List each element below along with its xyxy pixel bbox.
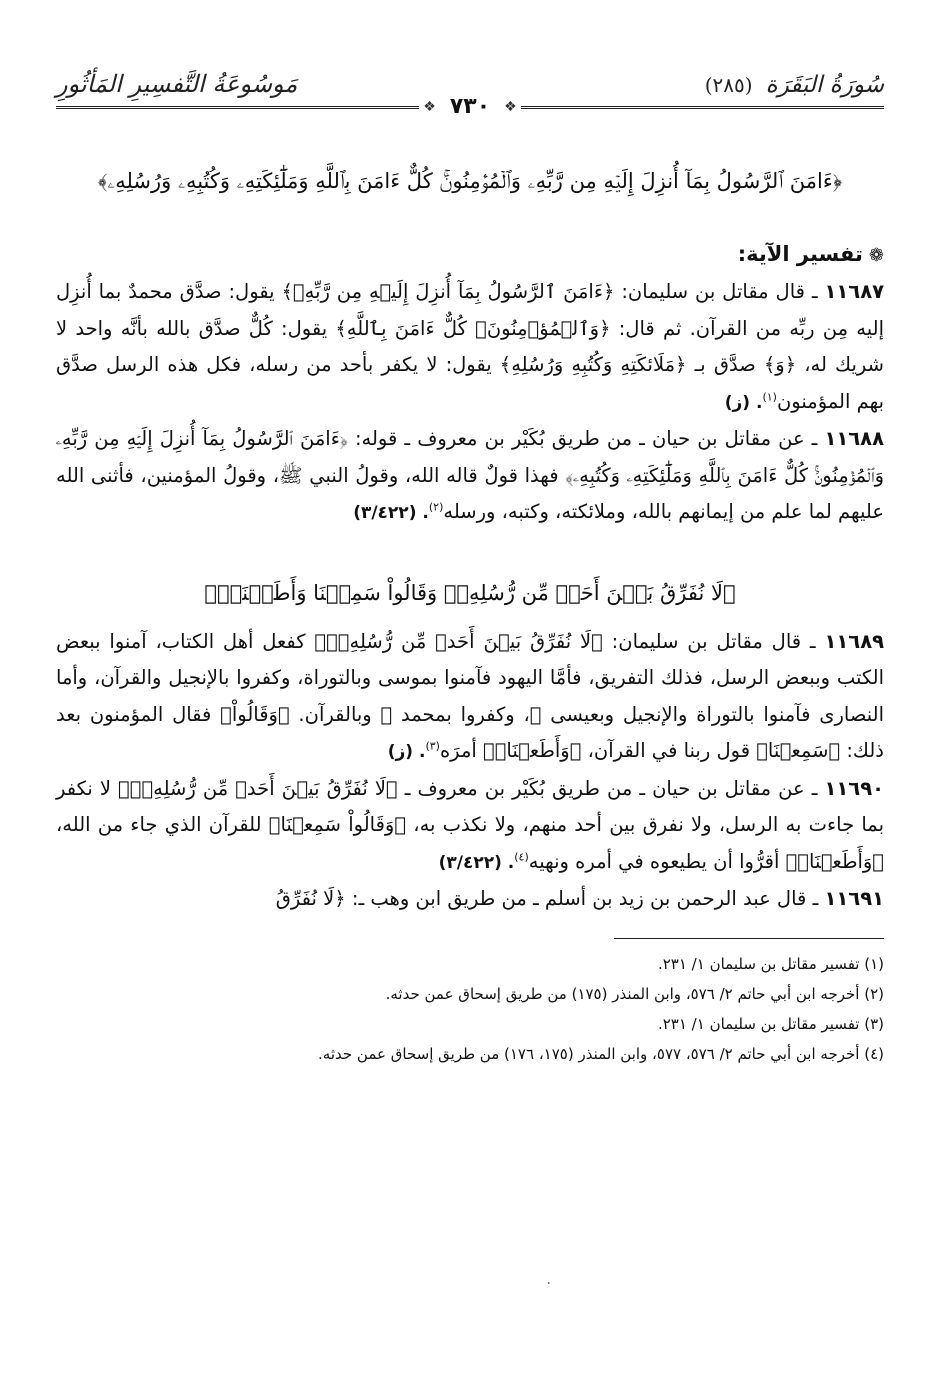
- footnote-marker[interactable]: (٢): [428, 500, 444, 514]
- surah-header: [705, 72, 884, 98]
- footnote-marker[interactable]: (١): [762, 390, 777, 403]
- commentary-entry: [56, 274, 884, 421]
- source-reference: . (ز): [724, 392, 763, 413]
- footnote: (١) تفسير مقاتل بن سليمان ١/ ٢٣١.: [657, 954, 884, 973]
- entry-text: ـ عن مقاتل بن حيان ـ من طريق بُكَيْر بن معروف ـ قوله: ﴿ءَامَنَ ٱلرَّسُولُ بِمَآ أُنزِلَ إِلَيۡهِ مِن رَّبِّهِۦ وَٱلۡمُؤۡمِنُونَۚ كُلٌّ ءَامَنَ بِٱللَّهِ وَمَلَٰٓئِكَتِهِۦ وَكُتُبِهِۦ﴾ فهذا قولٌ قاله الله، وقولُ النبي ﷺ، وقولُ المؤمنين، فأثنى الله عليهم لما علم من إيمانهم بالله، وملائكته، وكتبه، ورسله: [56, 427, 884, 523]
- entry-text: ـ عن مقاتل بن حيان ـ من طريق بُكَيْر بن معروف ـ ﴿لَا نُفَرِّقُ بَيۡنَ أَحَدٖ مِّن رُّسُلِهِۦۚ﴾ لا نكفر بما جاءت به الرسل، ولا نفرق بين أحد منهم، ولا نكذب به، ﴿وَقَالُواْ سَمِعۡنَا﴾ للقرآن الذي جاء من الله، ﴿وَأَطَعۡنَاۖ﴾ أقرُّوا أن يطيعوه في أمره ونهيه: [56, 776, 884, 873]
- stray-mark: ٠: [545, 1275, 553, 1291]
- footnotes: [56, 949, 884, 1069]
- entry-text: ـ قال مقاتل بن سليمان: ﴿لَا نُفَرِّقُ بَيۡنَ أَحَدٖ مِّن رُّسُلِهِۦۚ﴾ كفعل أهل الكتاب، آمنوا ببعض الكتب وببعض الرسل، فذلك التفريق، فأمَّا اليهود فآمنوا بموسى وبالتوراة، وكفروا بالإنجيل والقرآن، وأما النصارى فآمنوا بالتوراة والإنجيل وبعيسى ﷺ، وكفروا بمحمد ﷺ وبالقرآن. ﴿وَقَالُواْ﴾ فقال المؤمنون بعد ذلك: ﴿سَمِعۡنَا﴾ قول ربنا في القرآن، ﴿وَأَطَعۡنَاۖ﴾ أمرَه: [56, 629, 884, 762]
- footnote: (٢) أخرجه ابن أبي حاتم ٢/ ٥٧٦، وابن المنذر (١٧٥) من طريق إسحاق عمن حدثه.: [385, 984, 884, 1003]
- commentary-entry: [56, 421, 884, 532]
- source-reference: . (٣/٤٢٢): [353, 503, 429, 523]
- book-title: مَوسُوعَةُ التَّفسِيرِ المَأثُورِ: [56, 70, 298, 98]
- running-header: [56, 58, 884, 98]
- footnote-divider: [614, 938, 884, 939]
- footnote: (٣) تفسير مقاتل بن سليمان ١/ ٢٣١.: [657, 1014, 884, 1033]
- footnote: (٤) أخرجه ابن أبي حاتم ٢/ ٥٧٦، ٥٧٧، وابن المنذر (١٧٥، ١٧٦) من طريق إسحاق عمن حدثه.: [318, 1044, 884, 1063]
- ornament-icon: ❖: [504, 99, 517, 115]
- verse-number: (٢٨٥): [704, 73, 753, 97]
- header-rule-line: [521, 106, 884, 109]
- book-page: [56, 58, 884, 1368]
- flower-ornament-icon: ❁: [868, 245, 884, 266]
- commentary-entry: [56, 771, 884, 882]
- quran-verse: ﴿ءَامَنَ ٱلرَّسُولُ بِمَآ أُنزِلَ إِلَيۡهِ مِن رَّبِّهِۦ وَٱلۡمُؤۡمِنُونَۚ كُلٌّ ءَامَنَ بِٱللَّهِ وَمَلَٰٓئِكَتِهِۦ وَكُتُبِهِۦ وَرُسُلِهِۦ﴾: [97, 169, 843, 193]
- header-rule-line: [56, 106, 419, 109]
- entry-number: ١١٦٨٧: [824, 280, 884, 303]
- section-heading-text: تفسير الآية:: [737, 242, 863, 266]
- header-rule: [56, 94, 884, 119]
- source-reference: . (ز): [387, 742, 426, 762]
- section-heading: [56, 236, 884, 274]
- entry-number: ١١٦٩١: [824, 887, 884, 910]
- ornament-icon: ❖: [423, 99, 436, 115]
- page-number: ٧٣٠: [440, 100, 500, 114]
- source-reference: . (٣/٤٢٢): [438, 852, 515, 873]
- entry-text: ـ قال مقاتل بن سليمان: ﴿ءَامَنَ ٱلرَّسُولُ بِمَآ أُنزِلَ إِلَيۡهِ مِن رَّبِّهِۦ﴾ يقول: صدَّق محمدٌ بما أُنزِل إليه مِن ربِّه من القرآن. ثم قال: ﴿وَٱلۡمُؤۡمِنُونَۚ كُلٌّ ءَامَنَ بِٱللَّهِ﴾ يقول: كُلٌّ صدَّق بالله بأنَّه واحد لا شريك له، ﴿وَ﴾ صدَّق بـ ﴿مَلَائكَتِهِ وَكُتُبِهِ وَرُسُلِهِ﴾ يقول: لا يكفر بأحد من رسله، فكل هذه الرسل صدَّق بهم المؤمنون: [56, 280, 884, 413]
- commentary-entries: [56, 274, 884, 532]
- entry-number: ١١٦٨٩: [824, 629, 885, 653]
- footnote-marker[interactable]: (٤): [514, 850, 529, 863]
- commentary-entry: [56, 624, 884, 771]
- surah-name: سُورَةُ البَقَرَة: [765, 72, 884, 98]
- commentary-entry: [56, 881, 884, 918]
- entry-text: ـ قال عبد الرحمن بن زيد بن أسلم ـ من طريق ابن وهب ـ: ﴿لَا نُفَرِّقُ: [275, 887, 819, 910]
- entry-number: ١١٦٩٠: [824, 776, 884, 800]
- entry-number: ١١٦٨٨: [824, 427, 884, 450]
- commentary-entries: [56, 624, 884, 918]
- quran-verse: ﴿لَا نُفَرِّقُ بَيۡنَ أَحَدٖ مِّن رُّسُلِهِۦۚ وَقَالُواْ سَمِعۡنَا وَأَطَعۡنَاۖ﴾: [204, 580, 736, 605]
- footnote-marker[interactable]: (٣): [425, 739, 440, 753]
